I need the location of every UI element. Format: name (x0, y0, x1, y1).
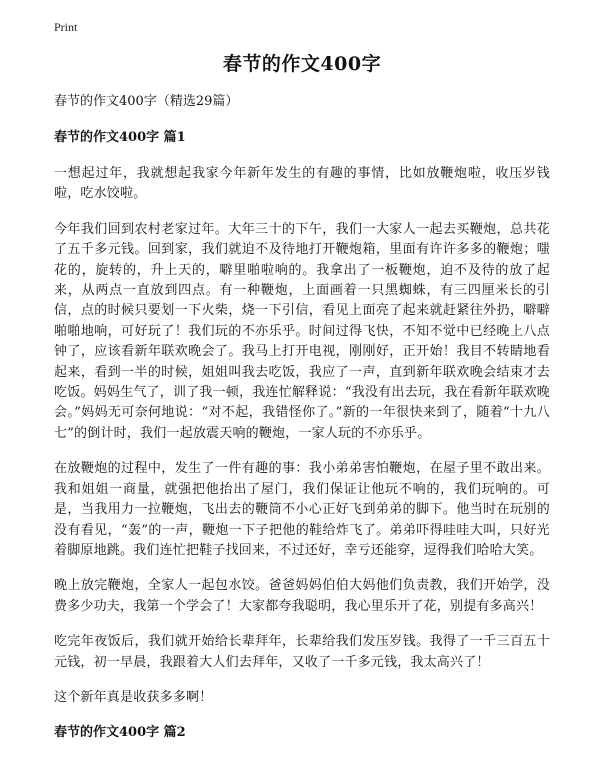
paragraph: 今年我们回到农村老家过年。大年三十的下午，我们一大家人一起去买鞭炮，总共花了五千多元钱。回到家，我们就迫不及待地打开鞭炮箱，里面有许许多多的鞭炮；嗤花的，旋转的，升上天的，噼里啪啦响的。我拿出了一板鞭炮，迫不及待的放了起来，从两点一直放到四点。有一种鞭炮，上面画着一只黑蜘蛛，有三四厘米长的引信，点的时候只要划一下火柴，烧一下引信，看见上面亮了起来就赶紧往外扔，噼噼啪啪地响，可好玩了！我们玩的不亦乐乎。时间过得飞快，不知不觉中已经晚上八点钟了，应该看新年联欢晚会了。我马上打开电视，刚刚好，正开始！我目不转睛地看起来，看到一半的时候，姐姐叫我去吃饭，我应了一声，直到新年联欢晚会结束才去吃饭。妈妈生气了，训了我一顿，我连忙解释说：“我没有出去玩，我在看新年联欢晚会。”妈妈无可奈何地说：“对不起，我错怪你了。”新的一年很快来到了，随着“十九八七”的倒计时，我们一起放震天响的鞭炮，一家人玩的不亦乐乎。 (54, 221, 550, 441)
document (54, 52, 550, 759)
section-heading-1: 春节的作文400字 篇1 (54, 130, 186, 145)
section-heading-2: 春节的作文400字 篇2 (54, 725, 186, 741)
paragraph: 在放鞭炮的过程中，发生了一件有趣的事：我小弟弟害怕鞭炮，在屋子里不敢出来。我和姐姐一商量，就强把他抬出了屋门，我们保证让他玩不响的，我们玩响的。可是，当我用力一拉鞭炮，飞出去的鞭筒不小心正好飞到弟弟的脚下。他当时在玩别的没有看见，“轰”的一声，鞭炮一下子把他的鞋给炸飞了。弟弟吓得哇哇大叫，只好光着脚原地跳。我们连忙把鞋子找回来，不过还好，幸亏还能穿，逗得我们哈哈大笑。 (54, 461, 550, 558)
paragraph: 一想起过年，我就想起我家今年新年发生的有趣的事情，比如放鞭炮啦，收压岁钱啦，吃水饺啦。 (54, 166, 550, 202)
paragraph: 这个新年真是收获多多啊！ (54, 689, 213, 705)
print-link[interactable]: Print (54, 20, 78, 34)
document-subtitle: 春节的作文400字（精选29篇） (54, 94, 239, 109)
paragraph: 吃完年夜饭后，我们就开始给长辈拜年，长辈给我们发压岁钱。我得了一千三百五十元钱，初一早晨，我跟着大人们去拜年，又收了一千多元钱，我太高兴了！ (54, 634, 550, 670)
paragraph: 晚上放完鞭炮，全家人一起包水饺。爸爸妈妈伯伯大妈他们负责教，我们开始学，没费多少功夫，我第一个学会了！大家都夸我聪明，我心里乐开了花，别提有多高兴！ (54, 578, 550, 614)
page-title: 春节的作文400字 (222, 53, 382, 75)
